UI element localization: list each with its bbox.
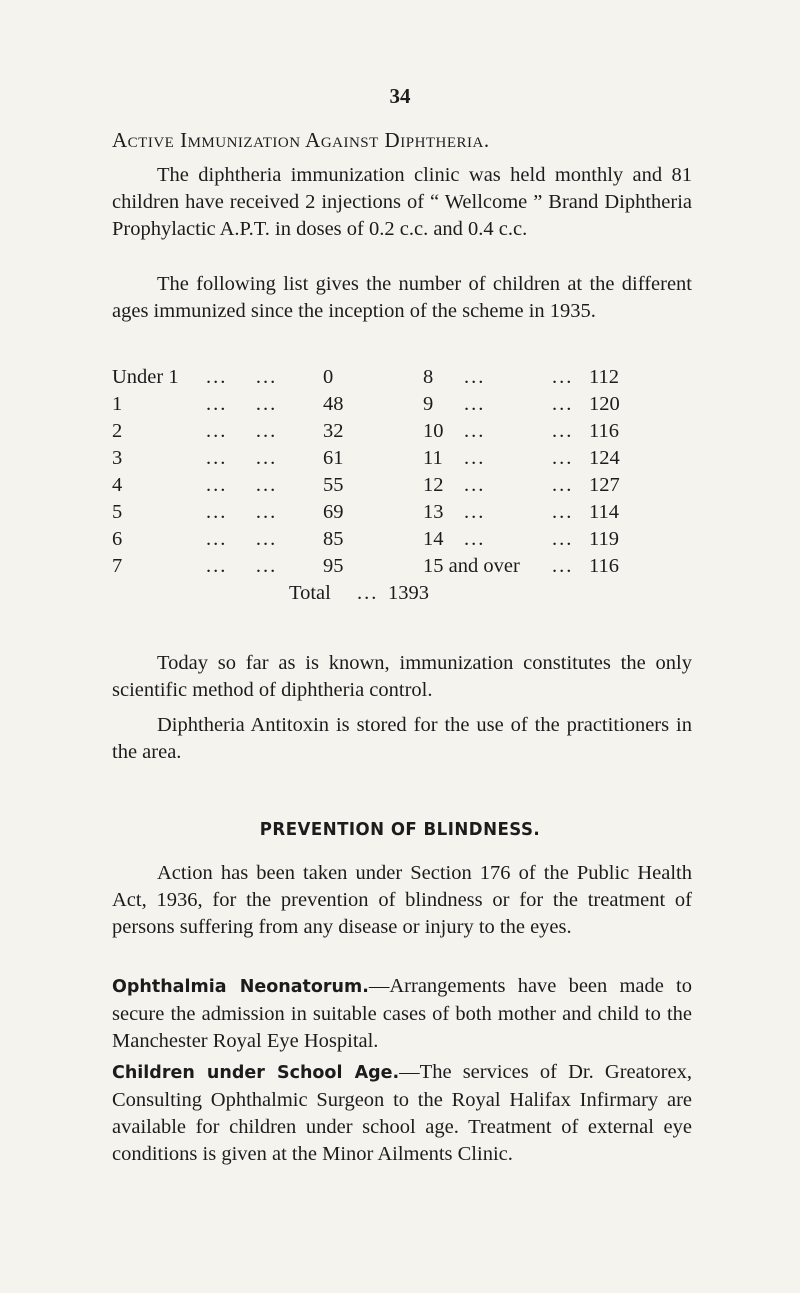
age-label: 4 bbox=[112, 474, 123, 496]
section-heading-blindness: PREVENTION OF BLINDNESS. bbox=[259, 820, 541, 840]
leader-dots: ... bbox=[464, 420, 486, 442]
paragraph-antitoxin: Diphtheria Antitoxin is stored for the use of the practitioners in the area. bbox=[112, 714, 692, 763]
count-value: 116 bbox=[589, 420, 619, 442]
paragraph-scientific-method: Today so far as is known, immunization constitutes the only scientific method of diphtheria control. bbox=[112, 652, 692, 701]
count-value: 112 bbox=[589, 366, 619, 388]
leader-dots: ... bbox=[552, 366, 574, 388]
leader-dots: ... bbox=[552, 474, 574, 496]
leader-dots: ... bbox=[552, 528, 574, 550]
total-value: 1393 bbox=[388, 582, 429, 604]
count-value: 0 bbox=[323, 366, 334, 388]
table-row bbox=[112, 366, 672, 393]
table-row bbox=[112, 393, 672, 420]
count-value: 114 bbox=[589, 501, 619, 523]
leader-dots: ... ... bbox=[206, 555, 278, 577]
leader-dots: ... bbox=[552, 501, 574, 523]
paragraph-clinic: The diphtheria immunization clinic was held monthly and 81 children have received 2 injections of “ Wellcome ” Brand Diphtheria Prophylactic A.P.T. in doses of 0.2 c.c. and 0.4 c.c. bbox=[112, 164, 692, 240]
leader-dots: ... ... bbox=[206, 447, 278, 469]
table-total-row bbox=[112, 582, 672, 609]
age-label: 14 bbox=[423, 528, 444, 550]
count-value: 127 bbox=[589, 474, 620, 496]
children-text: —The services of Dr. Greatorex, Consulting Ophthalmic Surgeon to the Royal Halifax Infirmary are available for children under school age. Treatment of external eye conditions is given at the Minor Ailments Clinic. bbox=[112, 1061, 692, 1165]
table-row bbox=[112, 447, 672, 474]
age-label: 15 and over bbox=[423, 555, 520, 577]
age-label: 6 bbox=[112, 528, 123, 550]
leader-dots: ... ... bbox=[206, 420, 278, 442]
run-in-heading-children: Children under School Age. bbox=[112, 1063, 400, 1083]
leader-dots: ... bbox=[552, 420, 574, 442]
count-value: 124 bbox=[589, 447, 620, 469]
paragraph-list-intro: The following list gives the number of children at the different ages immunized since the inception of the scheme in 1935. bbox=[112, 273, 692, 322]
age-label: 12 bbox=[423, 474, 444, 496]
count-value: 69 bbox=[323, 501, 344, 523]
leader-dots: ... ... bbox=[206, 528, 278, 550]
age-label: 7 bbox=[112, 555, 123, 577]
leader-dots: ... bbox=[464, 447, 486, 469]
leader-dots: ... bbox=[464, 501, 486, 523]
leader-dots: ... bbox=[357, 582, 379, 604]
count-value: 116 bbox=[589, 555, 619, 577]
table-row bbox=[112, 555, 672, 582]
age-label: 2 bbox=[112, 420, 123, 442]
page-number: 34 bbox=[389, 84, 411, 108]
age-label: 3 bbox=[112, 447, 123, 469]
leader-dots: ... bbox=[464, 474, 486, 496]
age-label: Under 1 bbox=[112, 366, 179, 388]
table-row bbox=[112, 528, 672, 555]
age-label: 8 bbox=[423, 366, 434, 388]
section-heading-immunization: Active Immunization Against Diphtheria. bbox=[112, 128, 490, 152]
table-row bbox=[112, 474, 672, 501]
count-value: 61 bbox=[323, 447, 344, 469]
age-label: 11 bbox=[423, 447, 443, 469]
age-label: 13 bbox=[423, 501, 444, 523]
run-in-heading-ophthalmia: Ophthalmia Neonatorum. bbox=[112, 977, 369, 997]
count-value: 120 bbox=[589, 393, 620, 415]
immunization-table bbox=[112, 366, 672, 609]
paragraph-children bbox=[112, 1059, 692, 1168]
leader-dots: ... bbox=[464, 393, 486, 415]
leader-dots: ... bbox=[552, 555, 574, 577]
age-label: 10 bbox=[423, 420, 444, 442]
paragraph-public-health-act: Action has been taken under Section 176 of the Public Health Act, 1936, for the prevention of blindness or for the treatment of persons suffering from any disease or injury to the eyes. bbox=[112, 862, 692, 938]
count-value: 85 bbox=[323, 528, 344, 550]
age-label: 1 bbox=[112, 393, 123, 415]
count-value: 119 bbox=[589, 528, 619, 550]
leader-dots: ... ... bbox=[206, 393, 278, 415]
ophthalmia-text: —Arrangements have been made to secure the admission in suitable cases of both mother and child to the Manchester Royal Eye Hospital. bbox=[112, 975, 693, 1052]
count-value: 32 bbox=[323, 420, 344, 442]
leader-dots: ... ... bbox=[206, 474, 278, 496]
leader-dots: ... bbox=[552, 393, 574, 415]
age-label: 9 bbox=[423, 393, 434, 415]
count-value: 95 bbox=[323, 555, 344, 577]
leader-dots: ... bbox=[464, 528, 486, 550]
leader-dots: ... ... bbox=[206, 501, 278, 523]
count-value: 55 bbox=[323, 474, 344, 496]
table-row bbox=[112, 501, 672, 528]
age-label: 5 bbox=[112, 501, 123, 523]
table-row bbox=[112, 420, 672, 447]
leader-dots: ... bbox=[552, 447, 574, 469]
leader-dots: ... ... bbox=[206, 366, 278, 388]
leader-dots: ... bbox=[464, 366, 486, 388]
count-value: 48 bbox=[323, 393, 344, 415]
total-label: Total bbox=[289, 582, 331, 604]
paragraph-ophthalmia bbox=[112, 973, 692, 1055]
